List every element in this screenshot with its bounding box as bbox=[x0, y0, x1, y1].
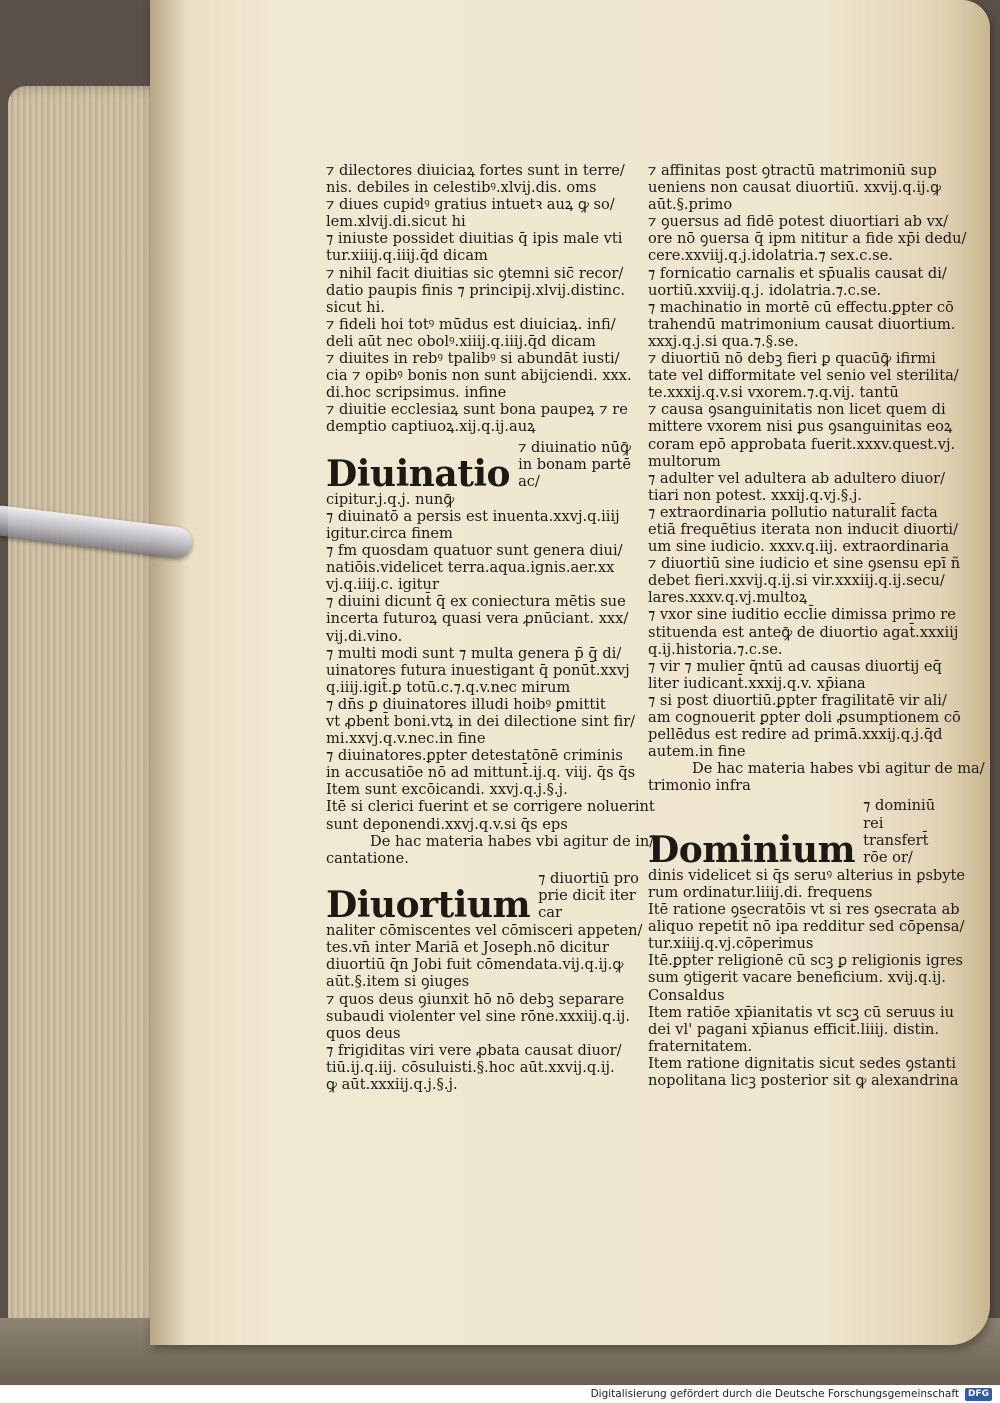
text-line: q.iiij.igit̄.ꝑ totū.c.⁊.q.v.nec mirum bbox=[326, 678, 571, 696]
text-line: tate vel difformitate vel senio vel sterilita/ bbox=[648, 367, 959, 385]
text-line: sicut hi. bbox=[326, 298, 385, 316]
text-line: tiari non potest. xxxij.q.vj.§.j. bbox=[648, 486, 863, 504]
text-line: autem.in fine bbox=[648, 743, 746, 761]
text-line: ⁊ causa ꝯsanguinitatis non licet quem di bbox=[648, 401, 946, 419]
text-line: vj.q.iiij.c. igitur bbox=[326, 576, 439, 594]
heading-tail-line: ⁊ dominiū rei bbox=[863, 797, 936, 832]
text-line: ⁊ iniuste possidet diuitias q̄ ipis male vti bbox=[326, 230, 623, 248]
text-line: ⁊ nihil facit diuitias sic ꝯtemni sic̄ recor/ bbox=[326, 264, 624, 282]
text-line: lem.xlvij.di.sicut hi bbox=[326, 213, 466, 231]
text-line: Item ratione dignitatis sicut sedes ꝯstanti bbox=[648, 1054, 957, 1072]
text-line: debet fieri.xxvij.q.ij.si vir.xxxiij.q.ij.secu/ bbox=[648, 572, 945, 590]
text-line: liter iudicant̄.xxxij.q.v. xp̄iana bbox=[648, 674, 866, 692]
text-line: ⁊ diuini dicunt̄ q̄ ex coniectura mētis sue bbox=[326, 593, 626, 611]
text-line: diuortiū q̄n Jobi fuit cōmendata.vij.q.ij.ꝙ bbox=[326, 956, 624, 974]
text-line: sunt deponendi.xxvj.q.v.si q̄s eps bbox=[326, 815, 568, 833]
text-line: um sine iudicio. xxxv.q.iij. extraordinaria bbox=[648, 538, 950, 556]
text-line: pellēdus est redire ad primā.xxxij.q.j.q̄d bbox=[648, 726, 943, 744]
text-line: dei vl' pagani xp̄ianus efficit̄.liiij. distin. bbox=[648, 1020, 940, 1038]
diuinatio-heading bbox=[326, 438, 646, 495]
text-line: nopolitana licꝫ posterior sit ꝙ alexandrina bbox=[648, 1071, 959, 1089]
text-line: Itē.ꝑpter religionē cū scꝫ ꝑ religionis igres bbox=[648, 952, 963, 970]
text-line: ⁊ vxor sine iuditio eccl̄ie dimissa primo re bbox=[648, 606, 956, 624]
text-line: in accusatiōe nō ad mittunt̄.ij.q. viij. q̄s q̄s bbox=[326, 764, 636, 782]
right-column bbox=[648, 162, 985, 1089]
text-line: aūt.§.primo bbox=[648, 196, 733, 214]
diuortium-word: Diuortium bbox=[326, 884, 531, 927]
text-line: rum ordinatur.liiij.di. frequens bbox=[648, 883, 873, 901]
text-line: lares.xxxv.q.vj.multoꝝ bbox=[648, 589, 808, 607]
text-line: dinis videlicet si q̄s seruꝰ alterius in ꝑsbyte bbox=[648, 866, 966, 884]
text-line: ⁊ extraordinaria pollutio naturalit̄ facta bbox=[648, 503, 938, 521]
text-line: ⁊ affinitas post ꝯtractū matrimoniū sup bbox=[648, 162, 937, 179]
text-line: mittere vxorem nisi ꝑus ꝯsanguinitas eoꝝ bbox=[648, 418, 953, 436]
text-line: sum ꝯtigerit vacare beneficium. xvij.q.ij. bbox=[648, 969, 946, 987]
text-line: Itē si clerici fuerint et se corrigere noluerint bbox=[326, 798, 655, 816]
text-line: tur.xiiij.q.vj.cōperimus bbox=[648, 935, 814, 953]
text-line: incerta futuroꝝ quasi vera ꝓnūciant. xxx/ bbox=[326, 610, 629, 628]
diuinatio-word: Diuinatio bbox=[326, 452, 511, 495]
text-line: cipitur.j.q.j. nunꝙ̄ bbox=[326, 490, 455, 508]
text-line: ⁊ diuites in rebꝰ tpalibꝰ si abundāt iusti/ bbox=[326, 350, 620, 368]
text-line: trahendū matrimonium causat diuortium. bbox=[648, 315, 956, 333]
text-line: tur.xiiij.q.iiij.q̄d dicam bbox=[326, 247, 488, 265]
heading-tail-line: prie dicit̄ iter car bbox=[538, 886, 636, 922]
text-line: ⁊ diuinatō a persis est inuenta.xxvj.q.iiij bbox=[326, 507, 620, 525]
text-line: mi.xxvj.q.v.nec.in fine bbox=[326, 730, 486, 748]
text-line: aliquo repetit̄ nō ipa redditur sed cōpensa/ bbox=[648, 918, 965, 936]
text-line: ⁊ fideli hoi totꝰ mūdus est diuiciaꝝ. infi/ bbox=[326, 315, 616, 333]
text-line: ueniens non causat diuortiū. xxvij.q.ij.ꝙ bbox=[648, 179, 942, 197]
text-line: aūt.§.item si ꝯiuges bbox=[326, 973, 470, 991]
footer-credit: Digitalisierung gefördert durch die Deutsche Forschungsgemeinschaft bbox=[590, 1388, 959, 1400]
text-line: ꝙ aūt.xxxiij.q.j.§.j. bbox=[326, 1075, 458, 1093]
text-line: ⁊ diuitie ecclesiaꝝ sunt bona paupeꝝ ⁊ re bbox=[326, 401, 628, 419]
text-line: ⁊ frigiditas viri vere ꝓbata causat diuor/ bbox=[326, 1041, 622, 1059]
text-line: naliter cōmiscentes vel cōmisceri appeten/ bbox=[326, 922, 643, 940]
heading-tail-line: ⁊ diuinatio nūꝙ̄ bbox=[518, 438, 631, 456]
dfg-logo: DFG bbox=[965, 1388, 992, 1401]
text-line: ⁊ multi modi sunt ⁊ multa genera p̄ q̄ di/ bbox=[326, 644, 622, 662]
text-line: deli aūt nec obolꝰ.xiiij.q.iiij.q̄d dicam bbox=[326, 332, 596, 350]
text-line: ⁊ fm quosdam quatuor sunt genera diui/ bbox=[326, 542, 623, 560]
text-line: Item ratiōe xp̄ianitatis vt scꝫ cū seruus iu bbox=[648, 1003, 955, 1021]
text-line: ⁊ diuortiū sine iudicio et sine ꝯsensu epī ñ bbox=[648, 555, 961, 573]
text-line: ⁊ dn̄s ꝑ diuinatores illudi hoibꝰ ꝑmittit bbox=[326, 695, 606, 713]
spine-shadow bbox=[150, 0, 190, 1345]
left-column bbox=[326, 162, 655, 1093]
text-line: ⁊ quos deus ꝯiunxit hō nō debꝫ separare bbox=[326, 990, 625, 1008]
text-line: quos deus bbox=[326, 1024, 401, 1042]
dominium-heading bbox=[648, 797, 953, 871]
text-line: te.xxxij.q.v.si vxorem.⁊.q.vij. tantū bbox=[648, 384, 899, 402]
text-line: multorum bbox=[648, 452, 721, 470]
text-line: ⁊ fornicatio carnalis et sp̄ualis causat di/ bbox=[648, 264, 947, 282]
text-line: vij.di.vino. bbox=[326, 627, 403, 645]
text-line: ⁊ diuortiū nō debꝫ fieri ꝑ quacūꝙ̄ ifirmi bbox=[648, 350, 936, 368]
text-line: fraternitatem. bbox=[648, 1037, 753, 1055]
text-line: ⁊ dilectores diuiciaꝝ fortes sunt in terre/ bbox=[326, 162, 625, 179]
text-line: cere.xxviij.q.j.idolatria.⁊ sex.c.se. bbox=[648, 247, 893, 265]
dominium-word: Dominium bbox=[648, 828, 856, 871]
text-line: xxxj.q.j.si qua.⁊.§.se. bbox=[648, 332, 799, 350]
text-line: etiā frequētius iterata non inducit diuorti/ bbox=[648, 520, 959, 538]
text-line: Consaldus bbox=[648, 986, 725, 1004]
text-line: ⁊ ꝯuersus ad fidē potest diuortiari ab vx/ bbox=[648, 213, 948, 231]
text-line: ⁊ vir ⁊ mulier q̄ntū ad causas diuortij eq̄ bbox=[648, 657, 942, 675]
text-line: ⁊ diuinatores.ꝑpter detestatōnē criminis bbox=[326, 747, 623, 765]
text-line: trimonio infra bbox=[648, 777, 751, 795]
text-line: tes.vn̄ inter Mariā et Joseph.nō dicitur bbox=[326, 939, 609, 957]
footer bbox=[0, 1385, 1000, 1403]
text-line: natiōis.videlicet terra.aqua.ignis.aer.xx bbox=[326, 559, 615, 577]
text-line: Itē ratione ꝯsecratōis vt si res ꝯsecrata ab bbox=[648, 901, 960, 919]
text-line: Item sunt excōicandi. xxvj.q.j.§.j. bbox=[326, 781, 568, 799]
text-line: q.ij.historia.⁊.c.se. bbox=[648, 640, 783, 658]
text-line: vt ꝓbent̄ boni.vtꝝ in dei dilectione sint fir/ bbox=[326, 713, 636, 730]
heading-tail-line: in bonam partē ac/ bbox=[518, 455, 631, 490]
text-line: am cognouerit ꝑpter doli ꝓsumptionem cō bbox=[648, 709, 961, 726]
text-line: cantatione. bbox=[326, 849, 409, 867]
text-line: cia ⁊ opibꝰ bonis non sunt abijciendi. xxx. bbox=[326, 367, 632, 385]
text-line: coram epō approbata fuerit.xxxv.quest.vj. bbox=[648, 435, 956, 453]
text-line: De hac materia habes vbi agitur de ma/ bbox=[692, 760, 985, 778]
text-line: De hac materia habes vbi agitur de in/ bbox=[370, 832, 655, 850]
text-line: igitur.circa finem bbox=[326, 524, 453, 542]
text-line: demptio captiuoꝝ.xij.q.ij.auꝝ bbox=[326, 418, 536, 436]
text-line: tiū.ij.q.iij. cōsuluisti.§.hoc aūt.xxvij.q.ij. bbox=[326, 1058, 615, 1076]
text-line: ⁊ adulter vel adultera ab adultero diuor/ bbox=[648, 469, 946, 487]
text-line: uortiū.xxviij.q.j. idolatria.⁊.c.se. bbox=[648, 281, 882, 299]
heading-tail-line: ⁊ diuortiū pro bbox=[538, 869, 639, 887]
text-line: nis. debiles in celestibꝰ.xlvij.dis. oms bbox=[326, 179, 597, 197]
text-line: ⁊ diues cupidꝰ gratius intuetꝛ auꝝ ꝙ so/ bbox=[326, 196, 615, 214]
heading-tail-line: transfert̄ rōe or/ bbox=[863, 831, 929, 866]
text-line: uinatores futura inuestigant q̄ ponūt̄.xxvj bbox=[326, 661, 630, 679]
text-line: datio paupis finis ⁊ principij.xlvij.distinc. bbox=[326, 281, 626, 299]
text-line: stituenda est anteꝙ̄ de diuortio agat̄.xxxiij bbox=[648, 623, 959, 641]
text-line: ⁊ si post diuortiū.ꝑpter fragilitatē vir ali/ bbox=[648, 691, 947, 709]
text-line: ore nō ꝯuersa q̄ ipm nititur a fide xp̄i dedu/ bbox=[648, 230, 967, 248]
text-line: ⁊ machinatio in mortē cū effectu.ꝑpter cō bbox=[648, 298, 954, 316]
diuortium-heading bbox=[326, 869, 646, 927]
text-line: subaudi violenter vel sine rōne.xxxiij.q.ij. bbox=[326, 1007, 630, 1025]
text-line: di.hoc scripsimus. infine bbox=[326, 384, 507, 402]
